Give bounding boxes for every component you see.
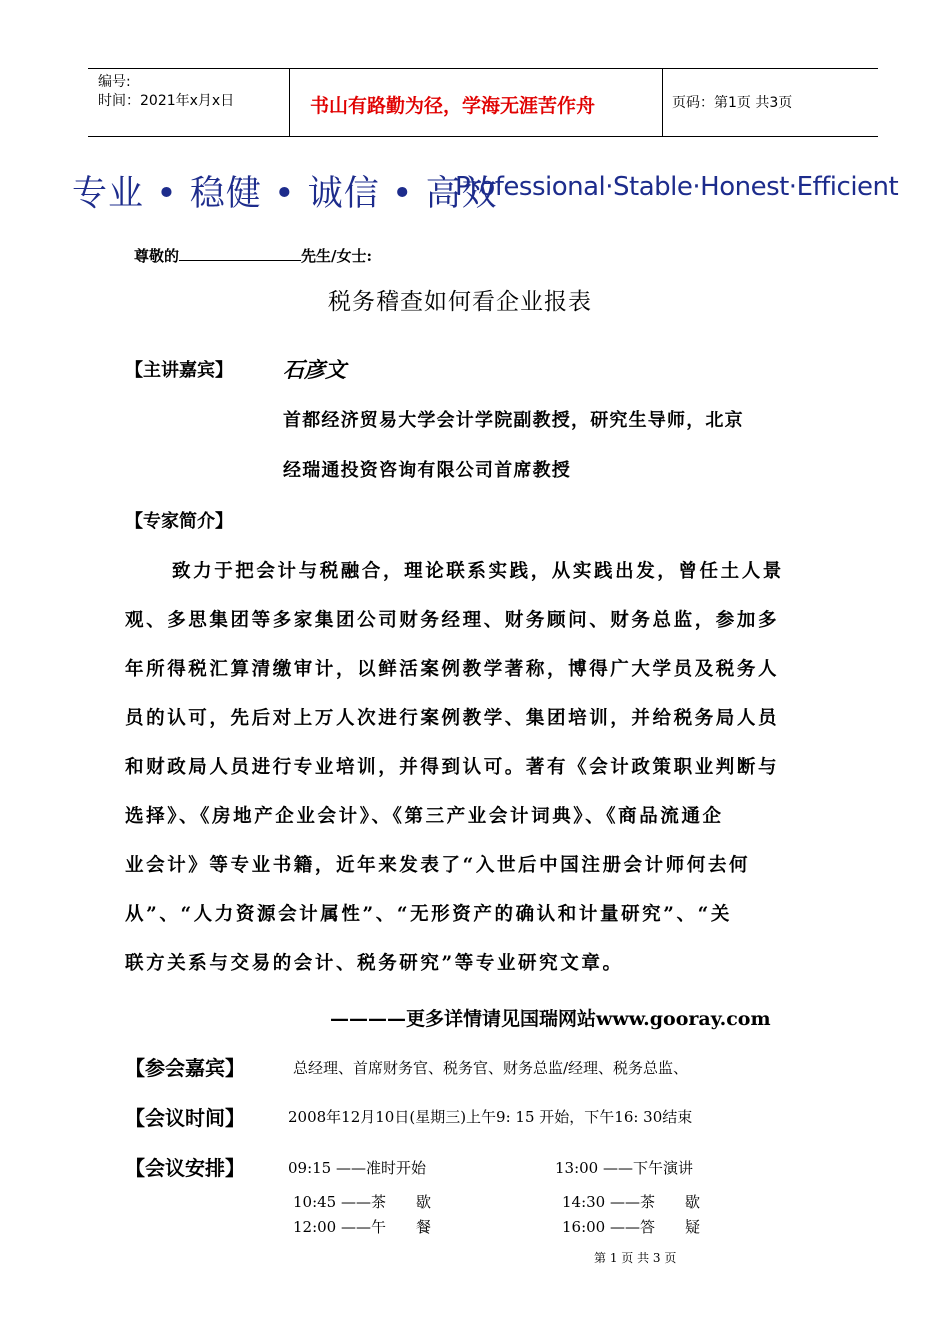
meeting-time-value: 2008年12月10日(星期三)上午9: 15 开始，下午16: 30结束 [288,1108,693,1126]
schedule-time: 12:00 [293,1218,337,1236]
schedule-item: ——茶 歇 [610,1193,701,1211]
profile-line-6: 选择》、《房地产企业会计》、《第三产业会计词典》、《商品流通企 [125,806,724,827]
profile-label: 【专家简介】 [125,511,233,532]
header-bottom-border [88,136,878,137]
slogan-english: Professional·Stable·Honest·Efficient [455,172,899,202]
greeting-prefix: 尊敬的 [134,247,180,265]
schedule-time: 16:00 [562,1218,606,1236]
schedule-time: 09:15 [288,1159,332,1177]
header-divider-left [289,68,290,136]
header-divider-right [662,68,663,136]
page-title: 税务稽查如何看企业报表 [328,289,592,315]
schedule-right-3 [562,1216,700,1237]
speaker-name: 石彦文 [283,357,346,382]
schedule-time: 10:45 [293,1193,337,1211]
schedule-item: ——茶 歇 [341,1193,432,1211]
more-info-link[interactable]: ————更多详情请见国瑞网站www.gooray.com [330,1008,771,1030]
header-page-label: 页码：第1页 共3页 [672,95,793,111]
name-blank [179,246,301,261]
profile-line-1: 致力于把会计与税融合，理论联系实践，从实践出发，曾任土人景 [172,561,784,582]
schedule-right-2 [562,1191,700,1212]
attendees-value: 总经理、首席财务官、税务官、财务总监/经理、税务总监、 [293,1059,689,1077]
schedule-item: ——答 疑 [610,1218,701,1236]
profile-line-4: 员的认可，先后对上万人次进行案例教学、集团培训，并给税务局人员 [125,708,780,729]
profile-line-5: 和财政局人员进行专业培训，并得到认可。著有《会计政策职业判断与 [125,757,780,778]
page-footer: 第 1 页 共 3 页 [594,1251,677,1265]
speaker-bio-line-2: 经瑞通投资咨询有限公司首席教授 [283,460,571,481]
meeting-time-label: 【会议时间】 [125,1106,245,1130]
schedule-time: 13:00 [555,1159,599,1177]
greeting-suffix: 先生/女士: [301,247,373,265]
schedule-left-3 [293,1216,431,1237]
speaker-label: 【主讲嘉宾】 [125,360,233,381]
slogan-chinese: 专业 • 稳健 • 诚信 • 高效 [72,174,498,214]
header-motto: 书山有路勤为径，学海无涯苦作舟 [310,95,596,117]
profile-line-9: 联方关系与交易的会计、税务研究”等专业研究文章。 [125,953,624,974]
schedule-left-1 [288,1157,426,1178]
header-number-label: 编号: [98,74,131,90]
schedule-item: ——午 餐 [341,1218,432,1236]
schedule-item: ——准时开始 [336,1159,427,1177]
schedule-time: 14:30 [562,1193,606,1211]
profile-line-3: 年所得税汇算清缴审计，以鲜活案例教学著称，博得广大学员及税务人 [125,659,780,680]
profile-line-7: 业会计》等专业书籍，近年来发表了“入世后中国注册会计师何去何 [125,855,751,876]
greeting-line [134,245,372,266]
schedule-left-2 [293,1191,431,1212]
schedule-right-1 [555,1157,693,1178]
profile-line-2: 观、多思集团等多家集团公司财务经理、财务顾问、财务总监，参加多 [125,610,780,631]
speaker-bio-line-1: 首都经济贸易大学会计学院副教授，研究生导师，北京 [283,410,744,431]
header-time-label: 时间：2021年x月x日 [98,93,235,109]
schedule-label: 【会议安排】 [125,1156,245,1180]
profile-line-8: 从”、“人力资源会计属性”、“无形资产的确认和计量研究”、“关 [125,904,732,925]
header-top-border [88,68,878,69]
schedule-item: ——下午演讲 [603,1159,694,1177]
attendees-label: 【参会嘉宾】 [125,1056,245,1080]
